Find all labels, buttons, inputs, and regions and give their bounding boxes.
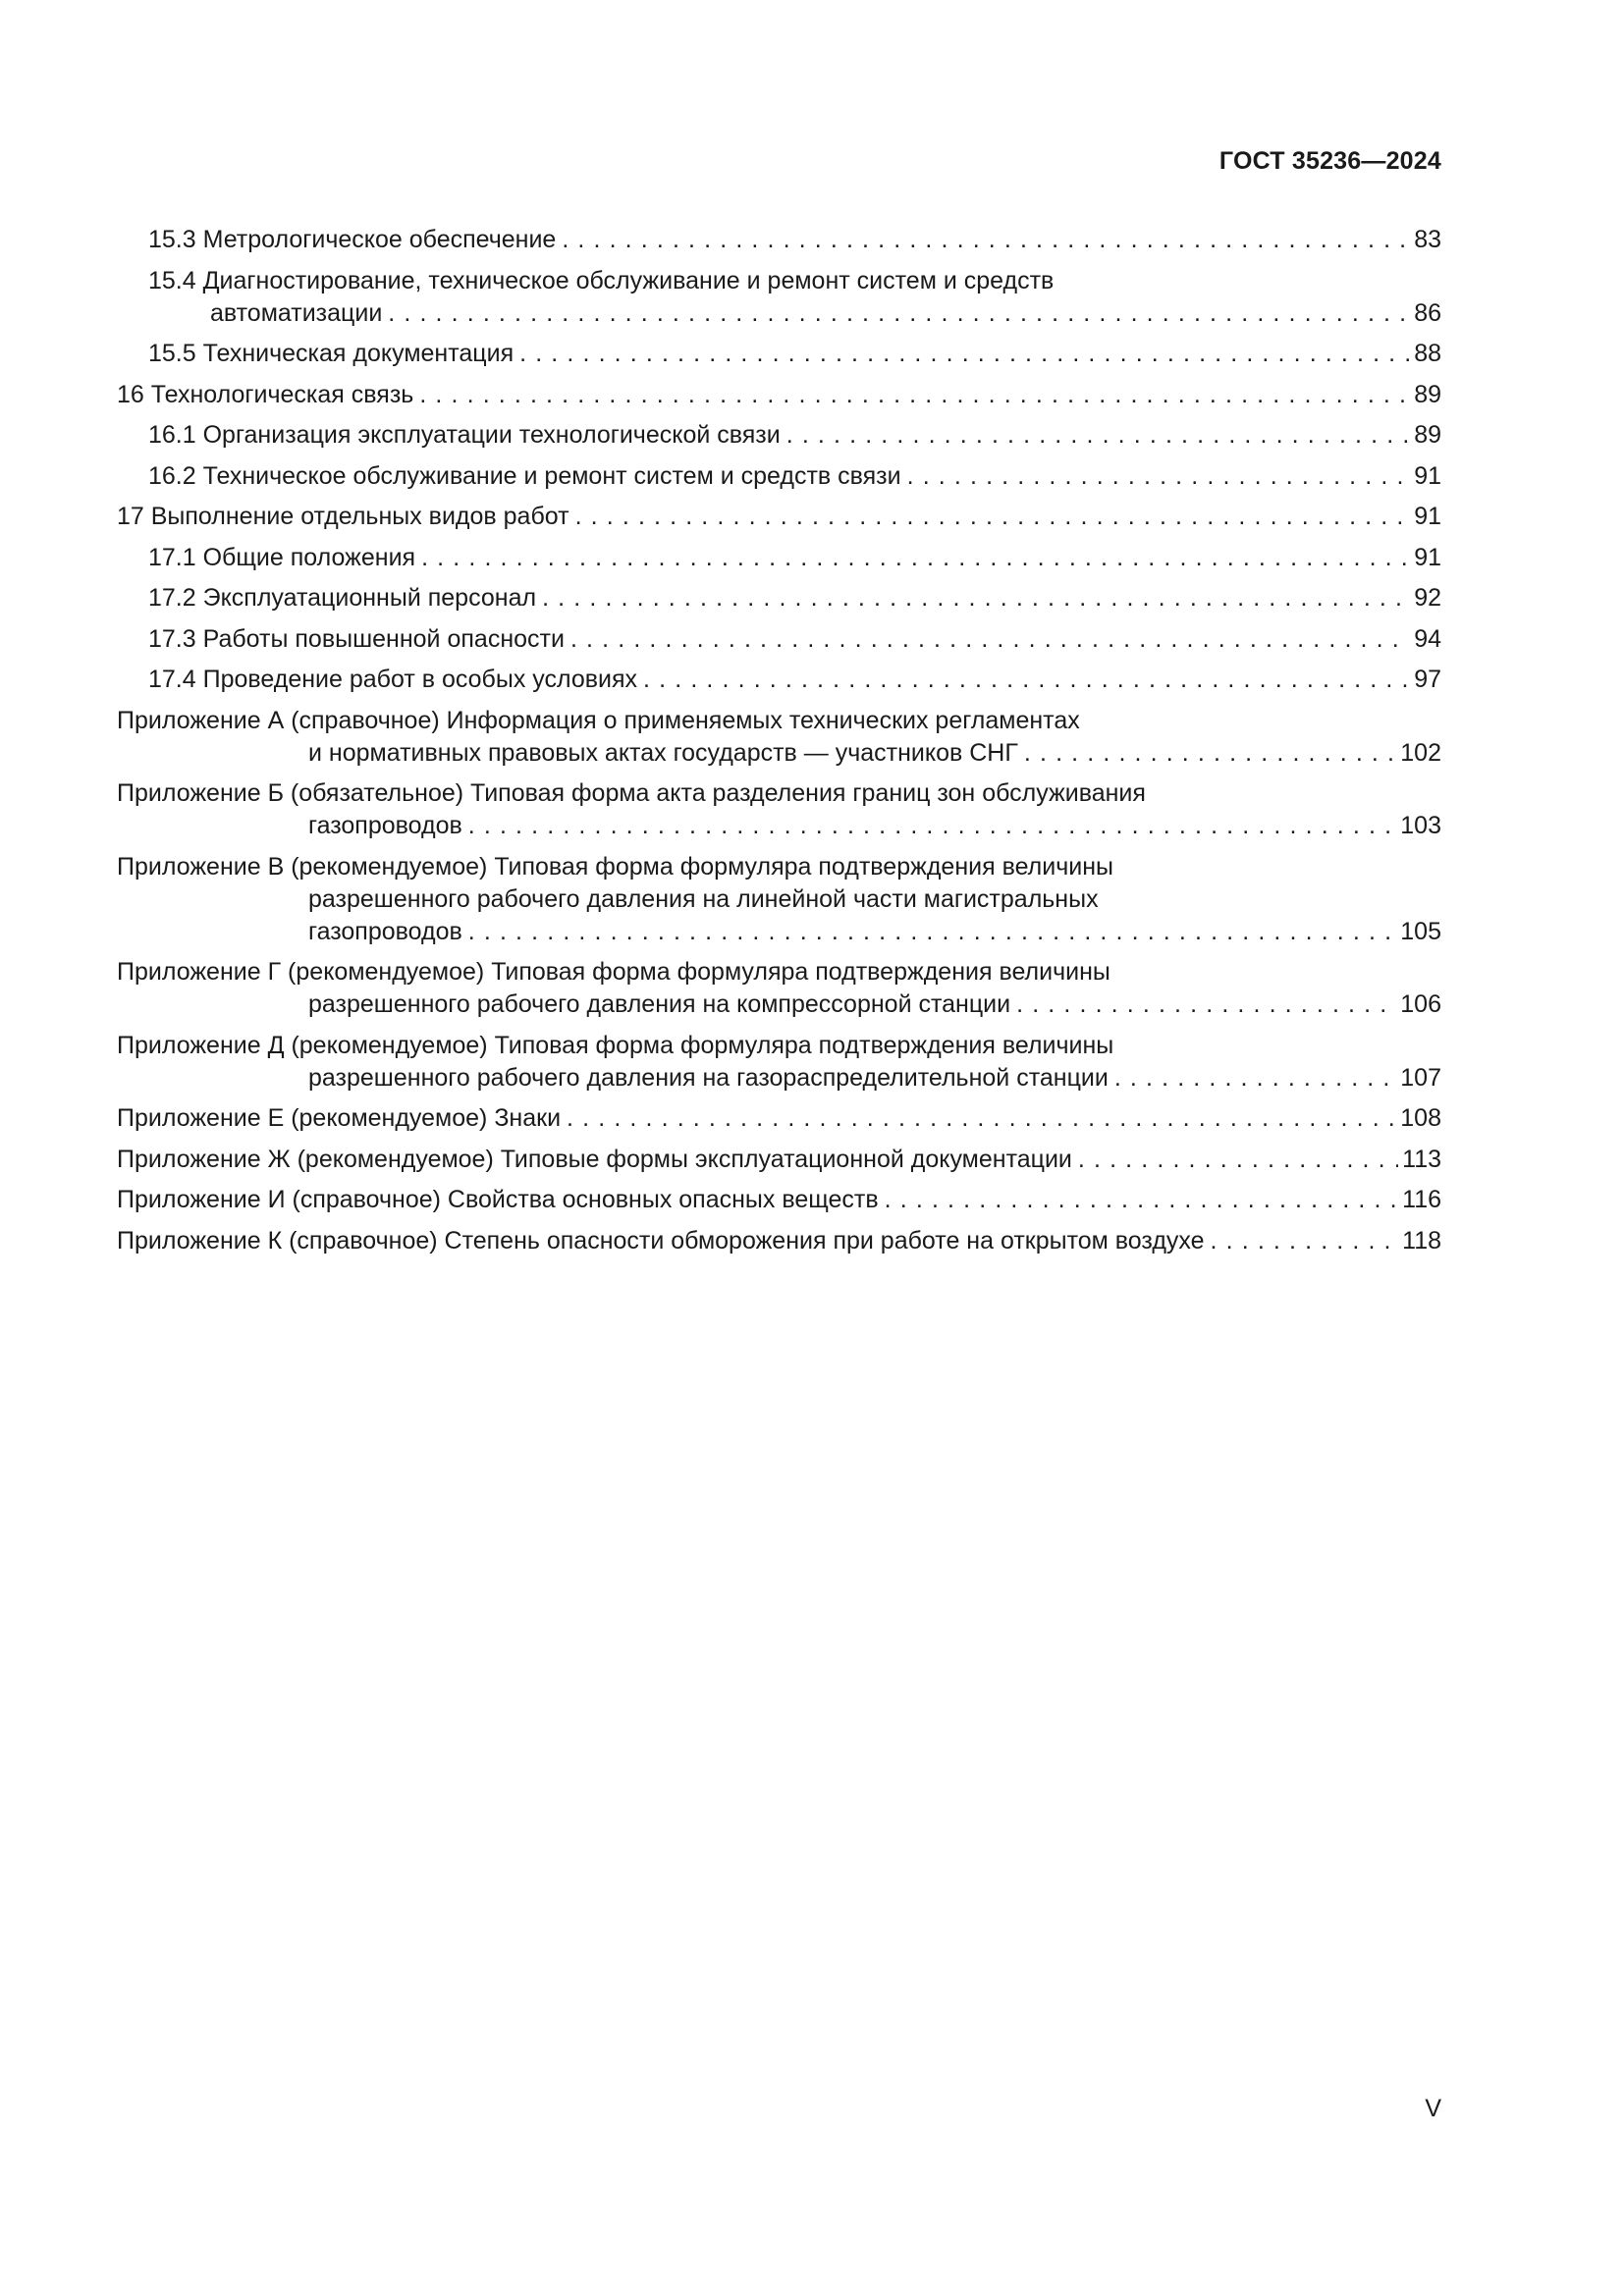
toc-entry-title: газопроводов: [308, 812, 462, 839]
toc-page-number: 108: [1400, 1104, 1441, 1132]
toc-entry-line: [117, 1030, 1441, 1062]
toc-entry-title: Приложение Б (обязательное) Типовая форма акта разделения границ зон обслуживания: [117, 779, 1146, 807]
toc-entry-title: Приложение В (рекомендуемое) Типовая форма формуляра подтверждения величины: [117, 852, 1113, 881]
toc-entry[interactable]: [117, 265, 1441, 330]
toc-leader-dots: [468, 810, 1397, 842]
toc-leader-dots: [419, 379, 1410, 411]
toc-page-number: 91: [1414, 461, 1441, 490]
toc-leader-dots: [1078, 1144, 1398, 1176]
toc-entry-title: 16.2 Техническое обслуживание и ремонт систем и средств связи: [148, 461, 901, 490]
toc-leader-dots: [567, 1102, 1396, 1135]
toc-leader-dots: [786, 419, 1410, 452]
toc-entry[interactable]: [117, 705, 1441, 770]
toc-page-number: 106: [1400, 990, 1441, 1018]
toc-page-number: 113: [1402, 1145, 1441, 1173]
toc-entry-line: [117, 705, 1441, 737]
toc-entry[interactable]: [117, 664, 1441, 696]
toc-page-number: 83: [1414, 226, 1441, 253]
toc-entry[interactable]: [117, 1184, 1441, 1216]
toc-entry-title: 15.3 Метрологическое обеспечение: [148, 226, 557, 253]
toc-leader-dots: [575, 501, 1411, 533]
toc-entry[interactable]: [117, 460, 1441, 493]
document-code-header: ГОСТ 35236—2024: [1218, 147, 1441, 175]
toc-page-number: 107: [1400, 1063, 1441, 1092]
toc-page-number: 88: [1414, 340, 1441, 367]
toc-entry-line-last: [148, 419, 1441, 452]
toc-leader-dots: [1024, 737, 1396, 770]
toc-entry-title: 17 Выполнение отдельных видов работ: [117, 503, 569, 530]
toc-leader-dots: [1114, 1062, 1396, 1095]
toc-entry[interactable]: [117, 224, 1441, 256]
toc-page-number: 91: [1414, 503, 1441, 530]
toc-entry-line: [148, 265, 1441, 297]
toc-leader-dots: [388, 297, 1410, 330]
toc-entry-line-last: [117, 1062, 1441, 1095]
toc-entry-title: разрешенного рабочего давления на газораспределительной станции: [308, 1063, 1109, 1092]
toc-entry[interactable]: [117, 379, 1441, 411]
toc-page-number: 97: [1414, 666, 1441, 693]
toc-entry-title: разрешенного рабочего давления на компрессорной станции: [308, 990, 1011, 1018]
toc-entry-line-last: [117, 1225, 1441, 1257]
toc-entry[interactable]: [117, 851, 1441, 948]
toc-entry-title: Приложение К (справочное) Степень опасности обморожения при работе на открытом воздухе: [117, 1226, 1205, 1255]
toc-entry[interactable]: [117, 501, 1441, 533]
toc-page-number: 89: [1414, 380, 1441, 408]
toc-page-number: 103: [1400, 812, 1441, 839]
toc-entry[interactable]: [117, 1030, 1441, 1095]
toc-entry-title: 17.2 Эксплуатационный персонал: [148, 584, 537, 612]
toc-entry[interactable]: [117, 1225, 1441, 1257]
toc-entry-line-last: [148, 664, 1441, 696]
toc-entry-title: 16.1 Организация эксплуатации технологической связи: [148, 421, 781, 449]
toc-entry-line-last: [148, 542, 1441, 574]
toc-entry-title: автоматизации: [210, 298, 383, 327]
toc-leader-dots: [1211, 1225, 1399, 1257]
table-of-contents: [117, 224, 1441, 1265]
toc-entry[interactable]: [117, 582, 1441, 614]
toc-entry[interactable]: [117, 1144, 1441, 1176]
toc-entry-line-last: [117, 1102, 1441, 1135]
toc-entry-title: газопроводов: [308, 917, 462, 945]
toc-entry-title: 17.1 Общие положения: [148, 543, 416, 571]
toc-entry-line-last: [117, 988, 1441, 1021]
page-number: V: [1425, 2095, 1441, 2122]
toc-entry-line-last: [148, 297, 1441, 330]
toc-entry-line-last: [148, 460, 1441, 493]
toc-page-number: 91: [1414, 543, 1441, 571]
toc-page-number: 86: [1414, 298, 1441, 327]
toc-entry-line-last: [148, 582, 1441, 614]
toc-entry[interactable]: [117, 419, 1441, 452]
toc-entry-line-last: [117, 737, 1441, 770]
toc-entry[interactable]: [117, 956, 1441, 1021]
toc-leader-dots: [562, 224, 1410, 256]
toc-entry[interactable]: [117, 777, 1441, 842]
toc-leader-dots: [885, 1184, 1398, 1216]
toc-entry-title: Приложение Д (рекомендуемое) Типовая форма формуляра подтверждения величины: [117, 1031, 1114, 1059]
toc-entry[interactable]: [117, 623, 1441, 656]
toc-page-number: 89: [1414, 421, 1441, 449]
toc-page-number: 118: [1402, 1226, 1441, 1255]
toc-entry-title: 17.3 Работы повышенной опасности: [148, 624, 565, 653]
toc-entry-line-last: [117, 916, 1441, 948]
toc-entry-line: [117, 956, 1441, 988]
toc-entry-line: [117, 851, 1441, 883]
toc-entry-title: и нормативных правовых актах государств — участников СНГ: [308, 738, 1018, 767]
toc-page-number: 92: [1414, 584, 1441, 612]
toc-entry[interactable]: [117, 1102, 1441, 1135]
toc-leader-dots: [907, 460, 1411, 493]
toc-entry-line: [117, 777, 1441, 810]
toc-entry-line-last: [117, 501, 1441, 533]
toc-entry-title: Приложение И (справочное) Свойства основных опасных веществ: [117, 1186, 879, 1213]
toc-page-number: 116: [1402, 1186, 1441, 1213]
toc-entry-line-last: [148, 623, 1441, 656]
toc-leader-dots: [1016, 988, 1396, 1021]
toc-entry-title: Приложение А (справочное) Информация о применяемых технических регламентах: [117, 706, 1080, 734]
toc-entry-line-last: [148, 338, 1441, 370]
toc-entry[interactable]: [117, 542, 1441, 574]
toc-leader-dots: [643, 664, 1410, 696]
toc-entry-line-last: [117, 379, 1441, 411]
toc-page-number: 105: [1400, 917, 1441, 945]
toc-entry-title: 15.5 Техническая документация: [148, 340, 514, 367]
toc-entry[interactable]: [117, 338, 1441, 370]
toc-entry-line-last: [117, 1184, 1441, 1216]
toc-entry-title: Приложение Ж (рекомендуемое) Типовые формы эксплуатационной документации: [117, 1145, 1072, 1173]
toc-page-number: 94: [1414, 624, 1441, 653]
toc-entry-line-last: [148, 224, 1441, 256]
toc-page-number: 102: [1400, 738, 1441, 767]
toc-leader-dots: [421, 542, 1410, 574]
toc-leader-dots: [468, 916, 1397, 948]
toc-leader-dots: [519, 338, 1410, 370]
toc-entry-title: 17.4 Проведение работ в особых условиях: [148, 666, 638, 693]
toc-leader-dots: [570, 623, 1410, 656]
toc-entry-title: Приложение Е (рекомендуемое) Знаки: [117, 1104, 562, 1132]
toc-entry-title: 15.4 Диагностирование, техническое обслуживание и ремонт систем и средств: [148, 266, 1055, 294]
toc-entry-line-last: [117, 810, 1441, 842]
toc-leader-dots: [542, 582, 1410, 614]
toc-entry-line-last: [117, 1144, 1441, 1176]
toc-entry-title: 16 Технологическая связь: [117, 380, 414, 408]
toc-entry-title: разрешенного рабочего давления на линейной части магистральных: [308, 884, 1099, 913]
toc-entry-line: [117, 883, 1441, 916]
toc-entry-title: Приложение Г (рекомендуемое) Типовая форма формуляра подтверждения величины: [117, 958, 1110, 986]
